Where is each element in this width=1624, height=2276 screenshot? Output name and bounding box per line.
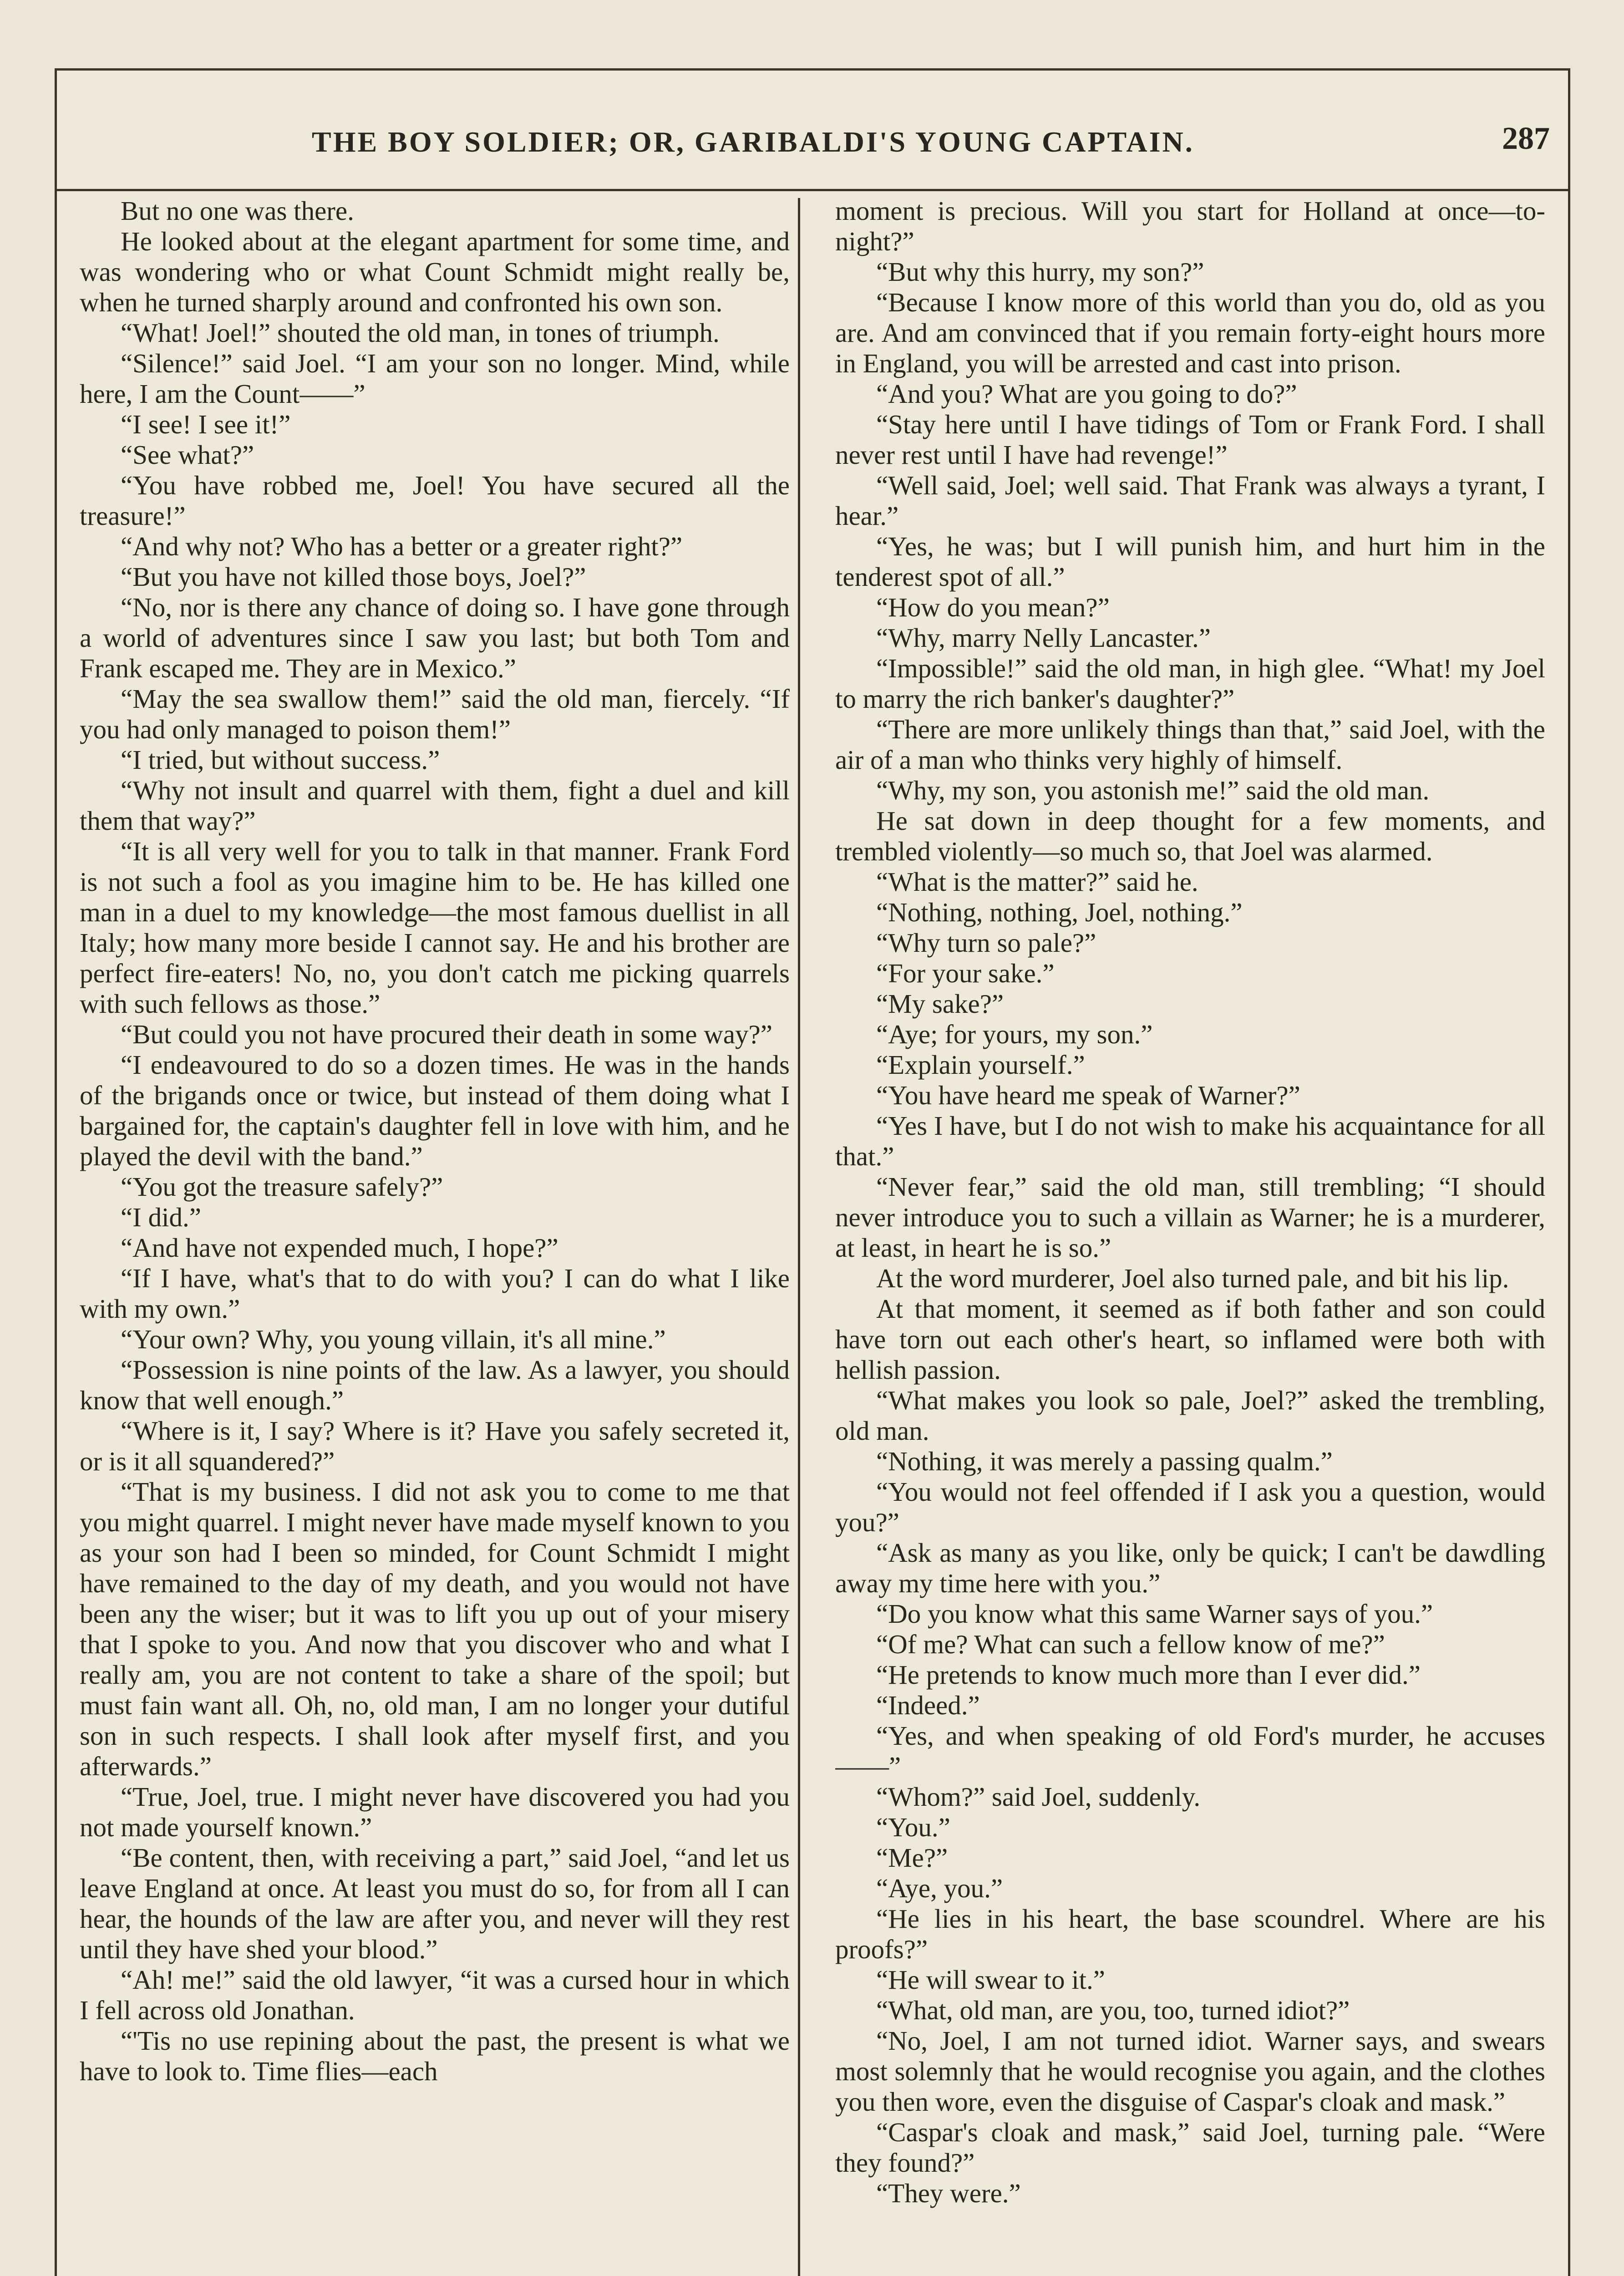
paragraph: “But why this hurry, my son?”: [876, 257, 1204, 287]
paragraph: “It is all very well for you to talk in that manner. Frank Ford is not such a fool as you imagine him to be. He has killed one man in a duel to my knowledge—the most famous duellist in all Italy; how many more beside I cannot say. He and his brother are perfect fire-eaters! No, no, you don't catch me picking quarrels with such fellows as those.”: [80, 836, 790, 1019]
paragraph: “Whom?” said Joel, suddenly.: [876, 1782, 1201, 1812]
left-column: [80, 196, 790, 2276]
paragraph: moment is precious. Will you start for Holland at once—to-night?”: [835, 196, 1545, 256]
paragraph: “Caspar's cloak and mask,” said Joel, turning pale. “Were they found?”: [835, 2117, 1545, 2178]
paragraph: “I see! I see it!”: [121, 409, 291, 439]
page-number: 287: [1502, 121, 1550, 156]
paragraph: “Why not insult and quarrel with them, fight a duel and kill them that way?”: [80, 775, 790, 836]
paragraph: “For your sake.”: [876, 958, 1055, 988]
paragraph: “You would not feel offended if I ask you a question, would you?”: [835, 1477, 1545, 1537]
paragraph: “Where is it, I say? Where is it? Have you safely secreted it, or is it all squandered?”: [80, 1416, 790, 1476]
paragraph: “Be content, then, with receiving a part,” said Joel, “and let us leave England at once. At least you must do so, for from all I can hear, the hounds of the law are after you, and never will they rest until they have shed your blood.”: [80, 1843, 790, 1964]
paragraph: He looked about at the elegant apartment for some time, and was wondering who or what Count Schmidt might really be, when he turned sharply around and confronted his own son.: [80, 226, 790, 317]
paragraph: “Me?”: [876, 1843, 948, 1873]
paragraph: “May the sea swallow them!” said the old man, fiercely. “If you had only managed to poison them!”: [80, 684, 790, 744]
paragraph: “Ah! me!” said the old lawyer, “it was a cursed hour in which I fell across old Jonathan.: [80, 1965, 790, 2025]
paragraph: “I endeavoured to do so a dozen times. He was in the hands of the brigands once or twice, but instead of them doing what I bargained for, the captain's daughter fell in love with him, and he played the devil with the band.”: [80, 1050, 790, 1171]
paragraph: “Why turn so pale?”: [876, 928, 1096, 958]
paragraph: “Why, marry Nelly Lancaster.”: [876, 623, 1211, 653]
paragraph: “Because I know more of this world than you do, old as you are. And am convinced that if you remain forty-eight hours more in England, you will be arrested and cast into prison.: [835, 287, 1545, 378]
paragraph: “'Tis no use repining about the past, the present is what we have to look to. Time flies—each: [80, 2026, 790, 2086]
paragraph: “See what?”: [121, 440, 254, 470]
paragraph: But no one was there.: [121, 196, 354, 226]
paragraph: “He lies in his heart, the base scoundrel. Where are his proofs?”: [835, 1904, 1545, 1964]
paragraph: “You got the treasure safely?”: [121, 1172, 443, 1202]
paragraph: “Why, my son, you astonish me!” said the old man.: [876, 775, 1430, 805]
paragraph: “There are more unlikely things than that,” said Joel, with the air of a man who thinks very highly of himself.: [835, 714, 1545, 775]
paragraph: “How do you mean?”: [876, 592, 1110, 622]
paragraph: “My sake?”: [876, 989, 1004, 1019]
book-page: [55, 68, 1570, 2276]
paragraph: At the word murderer, Joel also turned pale, and bit his lip.: [876, 1263, 1509, 1293]
paragraph: “They were.”: [876, 2178, 1021, 2208]
paragraph: “But could you not have procured their death in some way?”: [121, 1019, 772, 1049]
paragraph: “No, nor is there any chance of doing so. I have gone through a world of adventures since I saw you last; but both Tom and Frank escaped me. They are in Mexico.”: [80, 592, 790, 683]
paragraph: “Do you know what this same Warner says of you.”: [876, 1599, 1433, 1629]
paragraph: “You have robbed me, Joel! You have secured all the treasure!”: [80, 470, 790, 531]
paragraph: “Indeed.”: [876, 1690, 980, 1720]
paragraph: “You have heard me speak of Warner?”: [876, 1080, 1300, 1110]
paragraph: “Yes, and when speaking of old Ford's murder, he accuses——”: [835, 1721, 1545, 1781]
paragraph: “Possession is nine points of the law. As a lawyer, you should know that well enough.”: [80, 1355, 790, 1415]
paragraph: “What makes you look so pale, Joel?” asked the trembling, old man.: [835, 1385, 1545, 1446]
running-title: THE BOY SOLDIER; OR, GARIBALDI'S YOUNG CAPTAIN.: [312, 126, 1194, 158]
paragraph: “Stay here until I have tidings of Tom or Frank Ford. I shall never rest until I have had revenge!”: [835, 409, 1545, 470]
paragraph: “Never fear,” said the old man, still trembling; “I should never introduce you to such a villain as Warner; he is a murderer, at least, in heart he is so.”: [835, 1172, 1545, 1263]
paragraph: “Explain yourself.”: [876, 1050, 1085, 1080]
paragraph: “What! Joel!” shouted the old man, in tones of triumph.: [121, 318, 720, 348]
paragraph: He sat down in deep thought for a few moments, and trembled violently—so much so, that Joel was alarmed.: [835, 806, 1545, 866]
paragraph: “He will swear to it.”: [876, 1965, 1105, 1995]
paragraph: “Your own? Why, you young villain, it's all mine.”: [121, 1324, 666, 1354]
paragraph: “What is the matter?” said he.: [876, 867, 1198, 897]
paragraph: “No, Joel, I am not turned idiot. Warner says, and swears most solemnly that he would recognise you again, and the clothes you then wore, even the disguise of Caspar's cloak and mask.”: [835, 2026, 1545, 2117]
paragraph: “What, old man, are you, too, turned idiot?”: [876, 1995, 1350, 2025]
paragraph: “Of me? What can such a fellow know of me?”: [876, 1629, 1385, 1659]
paragraph: “Well said, Joel; well said. That Frank was always a tyrant, I hear.”: [835, 470, 1545, 531]
paragraph: “Silence!” said Joel. “I am your son no longer. Mind, while here, I am the Count——”: [80, 348, 790, 409]
paragraph: “Aye; for yours, my son.”: [876, 1019, 1153, 1049]
paragraph: “Impossible!” said the old man, in high glee. “What! my Joel to marry the rich banker's daughter?”: [835, 653, 1545, 714]
paragraph: “If I have, what's that to do with you? I can do what I like with my own.”: [80, 1263, 790, 1324]
text-columns: [71, 196, 1554, 2276]
paragraph: “Yes I have, but I do not wish to make his acquaintance for all that.”: [835, 1111, 1545, 1171]
paragraph: “Yes, he was; but I will punish him, and hurt him in the tenderest spot of all.”: [835, 531, 1545, 592]
paragraph: “But you have not killed those boys, Joel?”: [121, 562, 586, 592]
paragraph: “That is my business. I did not ask you to come to me that you might quarrel. I might never have made myself known to you as your son had I been so minded, for Count Schmidt I might have remained to the day of my death, and you would not have been any the wiser; but it was to lift you up out of your misery that I spoke to you. And now that you discover who and what I really am, you are not content to take a share of the spoil; but must fain want all. Oh, no, old man, I am no longer your dutiful son in such respects. I shall look after myself first, and you afterwards.”: [80, 1477, 790, 1781]
paragraph: “And you? What are you going to do?”: [876, 379, 1297, 409]
paragraph: At that moment, it seemed as if both father and son could have torn out each other's heart, so inflamed were both with hellish passion.: [835, 1294, 1545, 1385]
paragraph: “He pretends to know much more than I ever did.”: [876, 1660, 1421, 1690]
paragraph: “You.”: [876, 1812, 950, 1842]
paragraph: “True, Joel, true. I might never have discovered you had you not made yourself known.”: [80, 1782, 790, 1842]
page-header: [57, 71, 1568, 191]
paragraph: “Nothing, it was merely a passing qualm.”: [876, 1446, 1333, 1476]
paragraph: “And why not? Who has a better or a greater right?”: [121, 531, 683, 561]
paragraph: “I did.”: [121, 1202, 201, 1232]
right-column: [835, 196, 1545, 2276]
paragraph: “Aye, you.”: [876, 1873, 1003, 1903]
paragraph: “And have not expended much, I hope?”: [121, 1233, 558, 1263]
paragraph: “Nothing, nothing, Joel, nothing.”: [876, 897, 1243, 927]
paragraph: “Ask as many as you like, only be quick; I can't be dawdling away my time here with you.”: [835, 1538, 1545, 1598]
paragraph: “I tried, but without success.”: [121, 745, 440, 775]
